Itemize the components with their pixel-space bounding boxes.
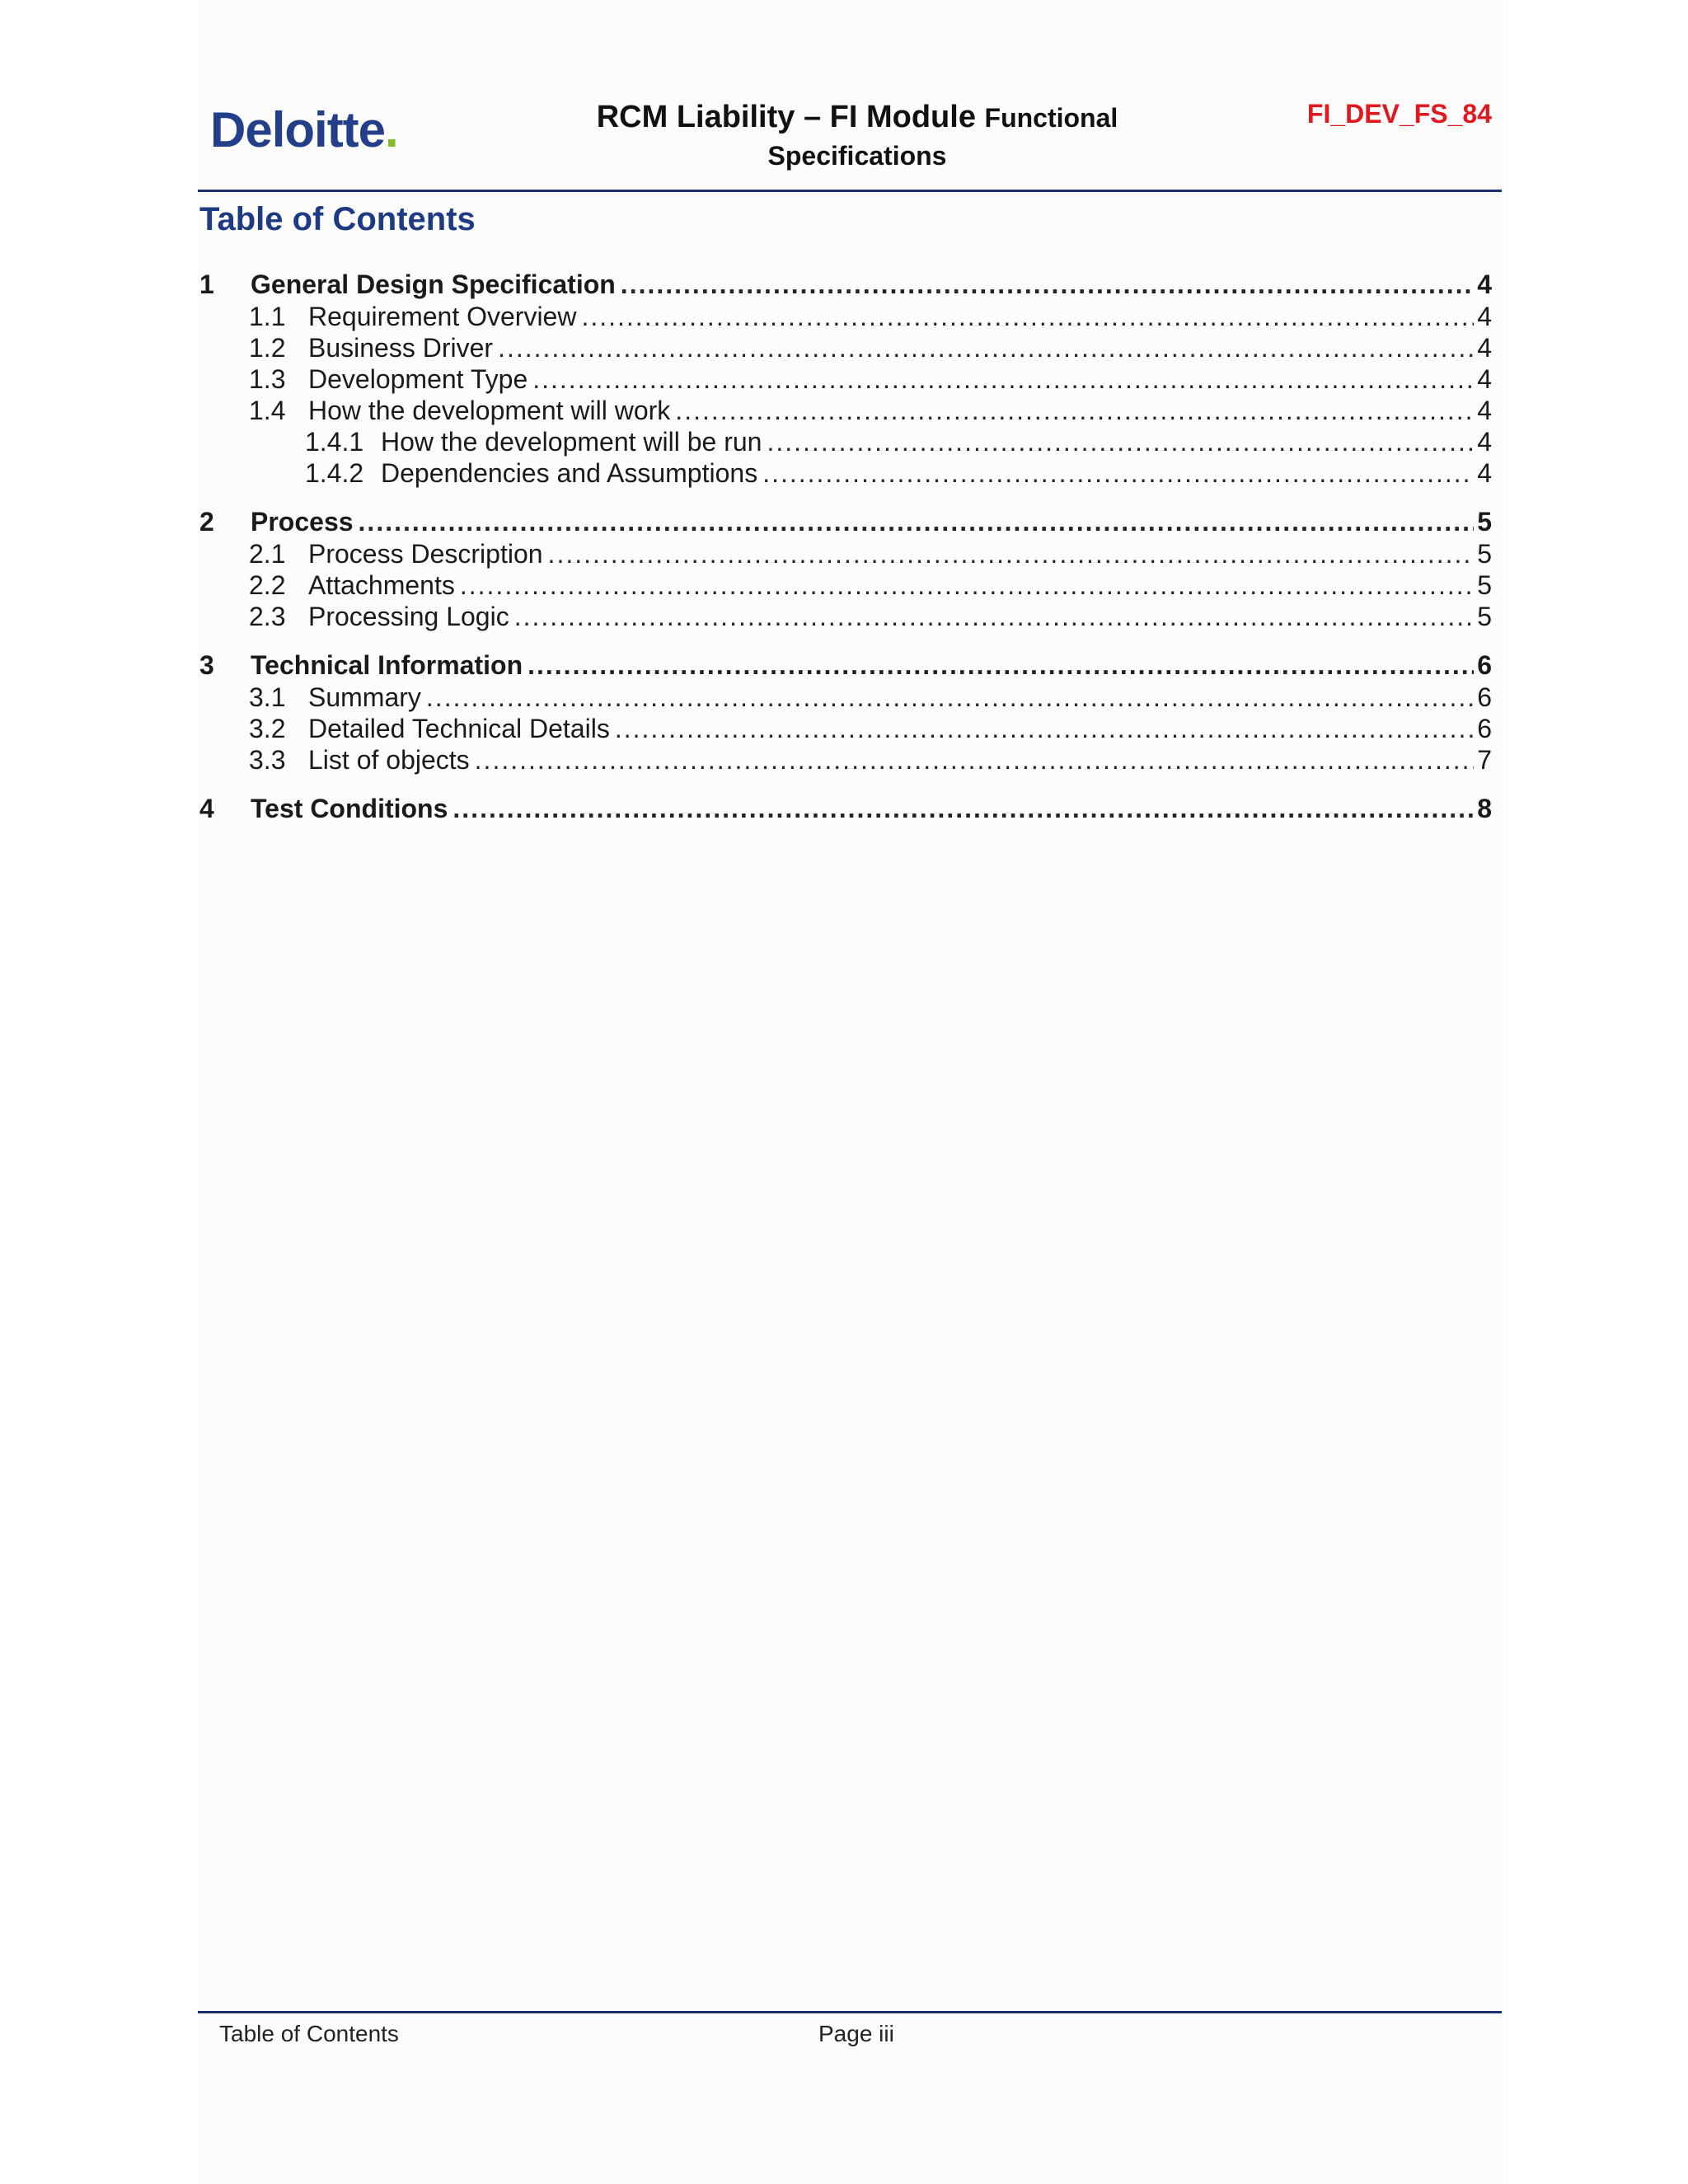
toc-page: 6 [1477, 714, 1492, 743]
toc-title: Attachments [308, 570, 455, 600]
toc-leader [514, 601, 1475, 632]
toc-number: 1.1 [249, 302, 286, 331]
toc-leader [475, 744, 1475, 776]
toc-page: 4 [1477, 333, 1492, 363]
toc-number: 2.1 [249, 539, 286, 569]
toc-number: 2.2 [249, 570, 286, 600]
toc-entry-3-2[interactable] [198, 713, 1492, 744]
toc-leader [621, 268, 1474, 301]
toc-title: Requirement Overview [308, 302, 577, 331]
toc-number: 1 [199, 269, 214, 299]
toc-page: 5 [1477, 570, 1492, 600]
header-rule [198, 190, 1502, 192]
toc-leader [452, 792, 1474, 825]
footer-section-label: Table of Contents [219, 2021, 399, 2046]
toc-page: 4 [1477, 364, 1492, 394]
toc-entry-1-4-2[interactable] [198, 457, 1492, 489]
toc-leader [528, 649, 1474, 682]
deloitte-logo [210, 102, 398, 157]
toc-entry-3[interactable] [198, 649, 1492, 682]
toc-leader [460, 569, 1474, 601]
document-title [511, 97, 1203, 174]
toc-entry-1-1[interactable] [198, 301, 1492, 332]
toc-number: 2.3 [249, 602, 286, 631]
toc-heading: Table of Contents [199, 201, 476, 237]
toc-title: List of objects [308, 745, 470, 775]
footer-rule [198, 2011, 1502, 2013]
toc-number: 4 [199, 794, 214, 823]
toc-page: 6 [1477, 682, 1492, 712]
toc-entry-1-4[interactable] [198, 395, 1492, 426]
toc-entry-3-3[interactable] [198, 744, 1492, 776]
toc-page: 6 [1477, 650, 1492, 680]
toc-leader [498, 332, 1474, 363]
footer-page-number: Page iii [818, 2021, 894, 2046]
toc-leader [548, 538, 1475, 569]
toc-entry-3-1[interactable] [198, 682, 1492, 713]
toc-entry-2-3[interactable] [198, 601, 1492, 632]
toc-title: Dependencies and Assumptions [381, 458, 758, 488]
toc-page: 7 [1477, 745, 1492, 775]
toc-number: 1.2 [249, 333, 286, 363]
toc-page: 5 [1477, 507, 1492, 537]
toc-number: 3 [199, 650, 214, 680]
document-title-line2: Specifications [767, 141, 947, 171]
toc-entry-2-1[interactable] [198, 538, 1492, 569]
title-main: RCM Liability – FI Module [596, 100, 976, 134]
toc-page: 8 [1477, 794, 1492, 823]
title-small: Functional [984, 103, 1118, 133]
toc-leader [426, 682, 1474, 713]
toc-page: 4 [1477, 458, 1492, 488]
toc-title: How the development will work [308, 396, 671, 425]
toc-page: 4 [1477, 396, 1492, 425]
toc-list [198, 268, 1492, 825]
toc-entry-2[interactable] [198, 505, 1492, 538]
toc-number: 3.1 [249, 682, 286, 712]
toc-number: 1.3 [249, 364, 286, 394]
toc-title: Process Description [308, 539, 543, 569]
toc-title: Summary [308, 682, 421, 712]
toc-number: 2 [199, 507, 214, 537]
logo-dot: . [385, 102, 398, 157]
toc-number: 3.3 [249, 745, 286, 775]
toc-title: Test Conditions [251, 794, 448, 823]
toc-title: Technical Information [251, 650, 523, 680]
toc-leader [615, 713, 1474, 744]
document-id: FI_DEV_FS_84 [1306, 99, 1492, 129]
toc-leader [359, 505, 1475, 538]
toc-entry-1-3[interactable] [198, 363, 1492, 395]
toc-page: 4 [1477, 427, 1492, 457]
toc-title: Development Type [308, 364, 528, 394]
toc-page: 4 [1477, 269, 1492, 299]
toc-page: 4 [1477, 302, 1492, 331]
toc-leader [767, 426, 1474, 457]
toc-leader [532, 363, 1474, 395]
toc-title: Process [251, 507, 354, 537]
logo-text: Deloitte [210, 102, 386, 157]
document-title-line1 [511, 97, 1203, 138]
toc-leader [581, 301, 1474, 332]
toc-page: 5 [1477, 539, 1492, 569]
toc-leader [762, 457, 1474, 489]
toc-leader [675, 395, 1474, 426]
toc-entry-2-2[interactable] [198, 569, 1492, 601]
toc-number: 1.4 [249, 396, 286, 425]
toc-entry-4[interactable] [198, 792, 1492, 825]
toc-entry-1[interactable] [198, 268, 1492, 301]
toc-title: Processing Logic [308, 602, 509, 631]
toc-entry-1-2[interactable] [198, 332, 1492, 363]
toc-title: How the development will be run [381, 427, 762, 457]
toc-title: General Design Specification [251, 269, 616, 299]
toc-number: 1.4.2 [305, 458, 364, 488]
toc-page: 5 [1477, 602, 1492, 631]
toc-number: 1.4.1 [305, 427, 364, 457]
toc-number: 3.2 [249, 714, 286, 743]
toc-title: Business Driver [308, 333, 494, 363]
toc-title: Detailed Technical Details [308, 714, 610, 743]
toc-entry-1-4-1[interactable] [198, 426, 1492, 457]
